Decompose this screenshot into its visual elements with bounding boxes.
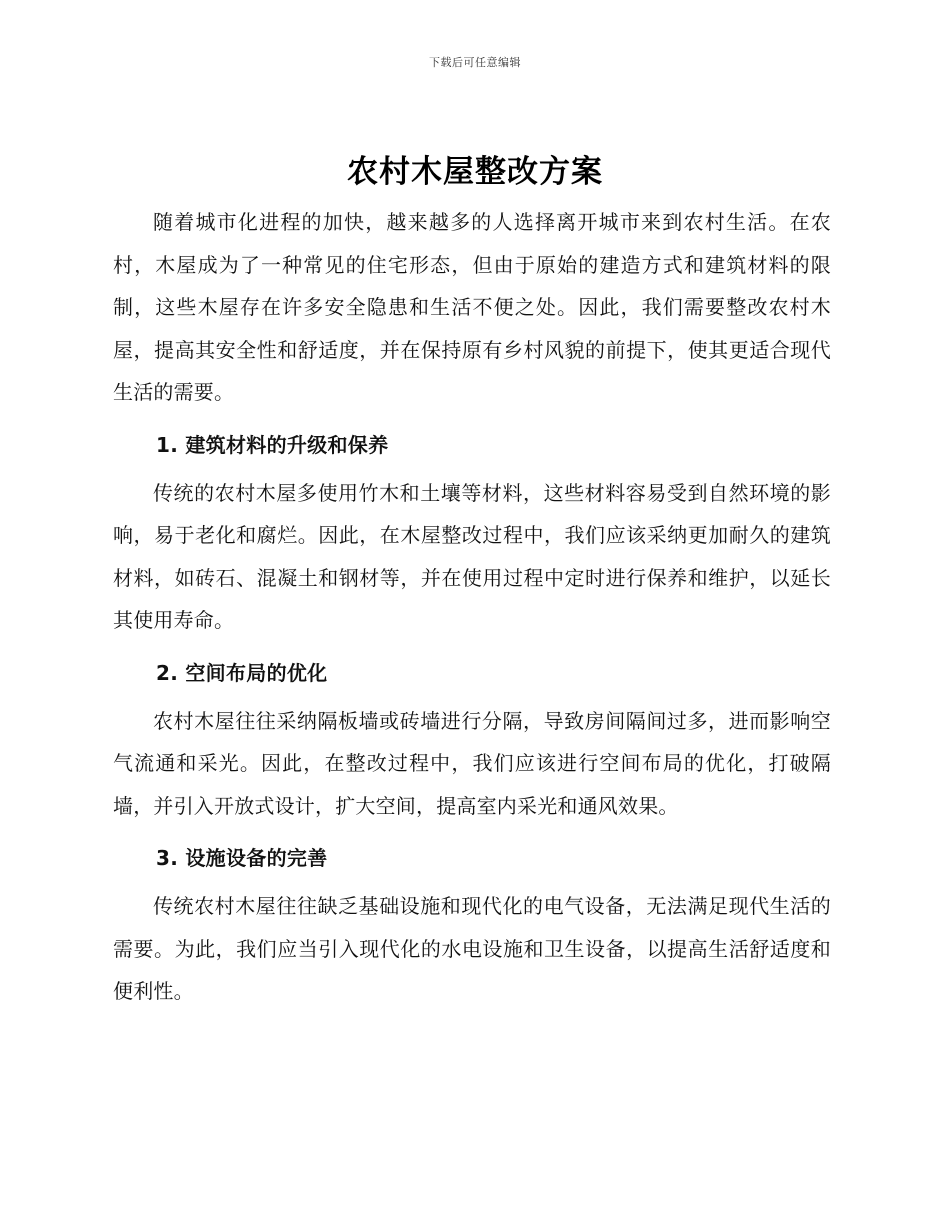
section-body-3: 传统农村木屋往往缺乏基础设施和现代化的电气设备，无法满足现代生活的需要。为此，我们应当引入现代化的水电设施和卫生设备，以提高生活舒适度和便利性。 bbox=[113, 894, 831, 1003]
header-note: 下载后可任意编辑 bbox=[429, 56, 521, 69]
document-title: 农村木屋整改方案 bbox=[347, 154, 603, 190]
section-heading-3: 3. 设施设备的完善 bbox=[156, 846, 328, 870]
intro-paragraph: 随着城市化进程的加快，越来越多的人选择离开城市来到农村生活。在农村，木屋成为了一种常见的住宅形态，但由于原始的建造方式和建筑材料的限制，这些木屋存在许多安全隐患和生活不便之处。因此，我们需要整改农村木屋，提高其安全性和舒适度，并在保持原有乡村风貌的前提下，使其更适合现代生活的需要。 bbox=[113, 210, 831, 404]
section-heading-1: 1. 建筑材料的升级和保养 bbox=[156, 432, 389, 457]
section-body-2: 农村木屋往往采纳隔板墙或砖墙进行分隔，导致房间隔间过多，进而影响空气流通和采光。因此，在整改过程中，我们应该进行空间布局的优化，打破隔墙，并引入开放式设计，扩大空间，提高室内采光和通风效果。 bbox=[113, 708, 831, 818]
section-heading-2: 2. 空间布局的优化 bbox=[156, 660, 328, 685]
section-body-1: 传统的农村木屋多使用竹木和土壤等材料，这些材料容易受到自然环境的影响，易于老化和腐烂。因此，在木屋整改过程中，我们应该采纳更加耐久的建筑材料，如砖石、混凝土和钢材等，并在使用过程中定时进行保养和维护，以延长其使用寿命。 bbox=[113, 480, 831, 632]
document-body bbox=[113, 201, 831, 1013]
